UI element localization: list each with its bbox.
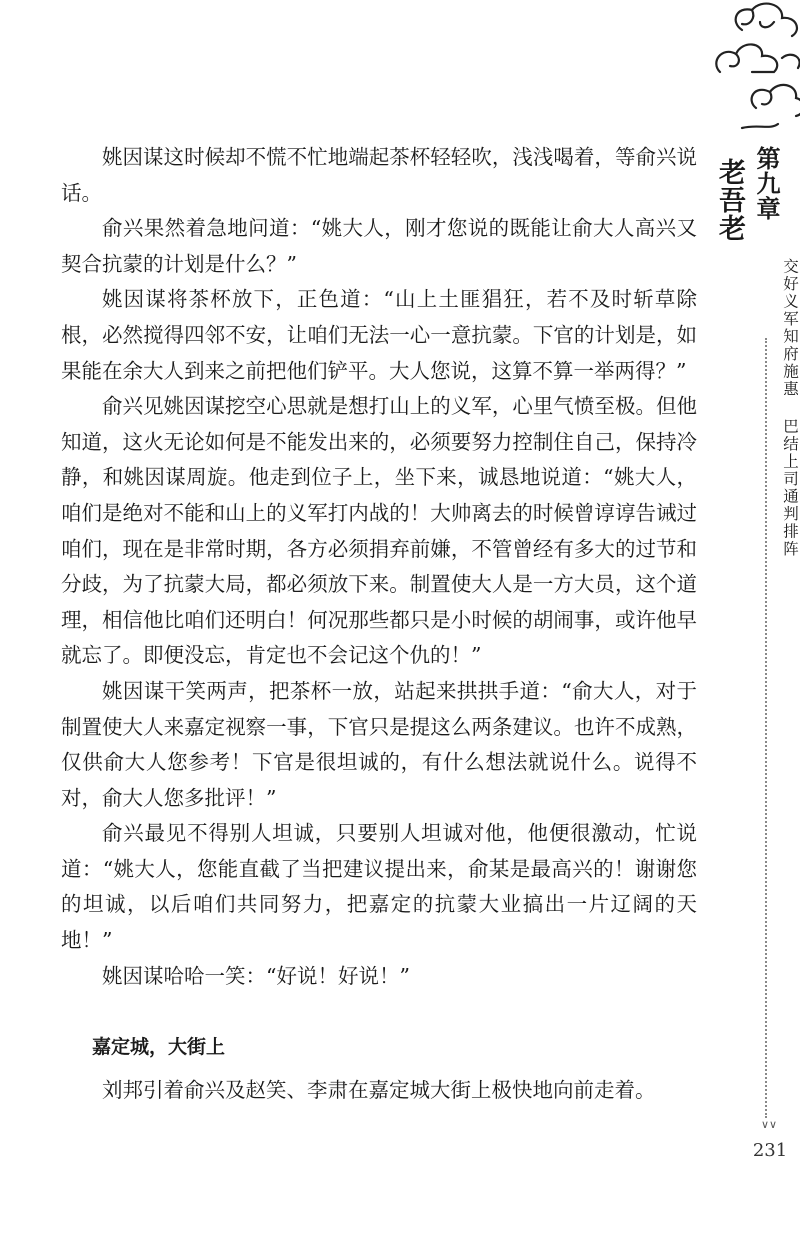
- body-text: [61, 140, 697, 994]
- paragraph: 姚因谋干笑两声，把茶杯一放，站起来拱拱手道：“俞大人，对于制置使大人来嘉定视察一事，下官只是提这么两条建议。也许不成熟，仅供俞大人您参考！下官是很坦诚的，有什么想法就说什么。说得不对，俞大人您多批评！”: [61, 678, 697, 810]
- scene-paragraph: 刘邦引着俞兴及赵笑、李肃在嘉定城大街上极快地向前走着。: [102, 1078, 656, 1102]
- chapter-subtitle: 交好义军知府施惠 巴结上司通判排阵: [781, 258, 799, 558]
- paragraph: 俞兴最见不得别人坦诚，只要别人坦诚对他，他便很激动，忙说道：“姚大人，您能直截了当把建议提出来，俞某是最高兴的！谢谢您的坦诚，以后咱们共同努力，把嘉定的抗蒙大业搞出一片辽阔的天地！”: [61, 821, 697, 953]
- paragraph: 姚因谋这时候却不慌不忙地端起茶杯轻轻吹，浅浅喝着，等俞兴说话。: [61, 145, 697, 205]
- page-marker-icon: ∨∨: [760, 1118, 778, 1131]
- chapter-title: 老吾老: [714, 158, 745, 242]
- paragraph: 姚因谋将茶杯放下，正色道：“山上土匪猖狂，若不及时斩草除根，必然搅得四邻不安，让咱们无法一心一意抗蒙。下官的计划是，如果能在余大人到来之前把他们铲平。大人您说，这算不算一举两得？”: [61, 287, 697, 383]
- chapter-heading: [714, 146, 784, 242]
- scene-heading: 嘉定城，大街上: [92, 1036, 226, 1058]
- paragraph: 姚因谋哈哈一笑：“好说！好说！”: [102, 963, 410, 988]
- page-number: 231: [752, 1140, 788, 1161]
- paragraph: 俞兴见姚因谋挖空心思就是想打山上的义军，心里气愤至极。但他知道，这火无论如何是不能发出来的，必须要努力控制住自己，保持冷静，和姚因谋周旋。他走到位子上，坐下来，诚恳地说道：“姚大人，咱们是绝对不能和山上的义军打内战的！大帅离去的时候曾谆谆告诫过咱们，现在是非常时期，各方必须捐弃前嫌，不管曾经有多大的过节和分歧，为了抗蒙大局，都必须放下来。制置使大人是一方大员，这个道理，相信他比咱们还明白！何况那些都只是小时候的胡闹事，或许他早就忘了。即便没忘，肯定也不会记这个仇的！”: [61, 394, 697, 668]
- dotted-divider: [765, 338, 768, 1118]
- cloud-ornament: [712, 0, 800, 150]
- paragraph: 俞兴果然着急地问道：“姚大人，刚才您说的既能让俞大人高兴又契合抗蒙的计划是什么？”: [61, 216, 697, 276]
- chapter-number: 第九章: [752, 146, 781, 221]
